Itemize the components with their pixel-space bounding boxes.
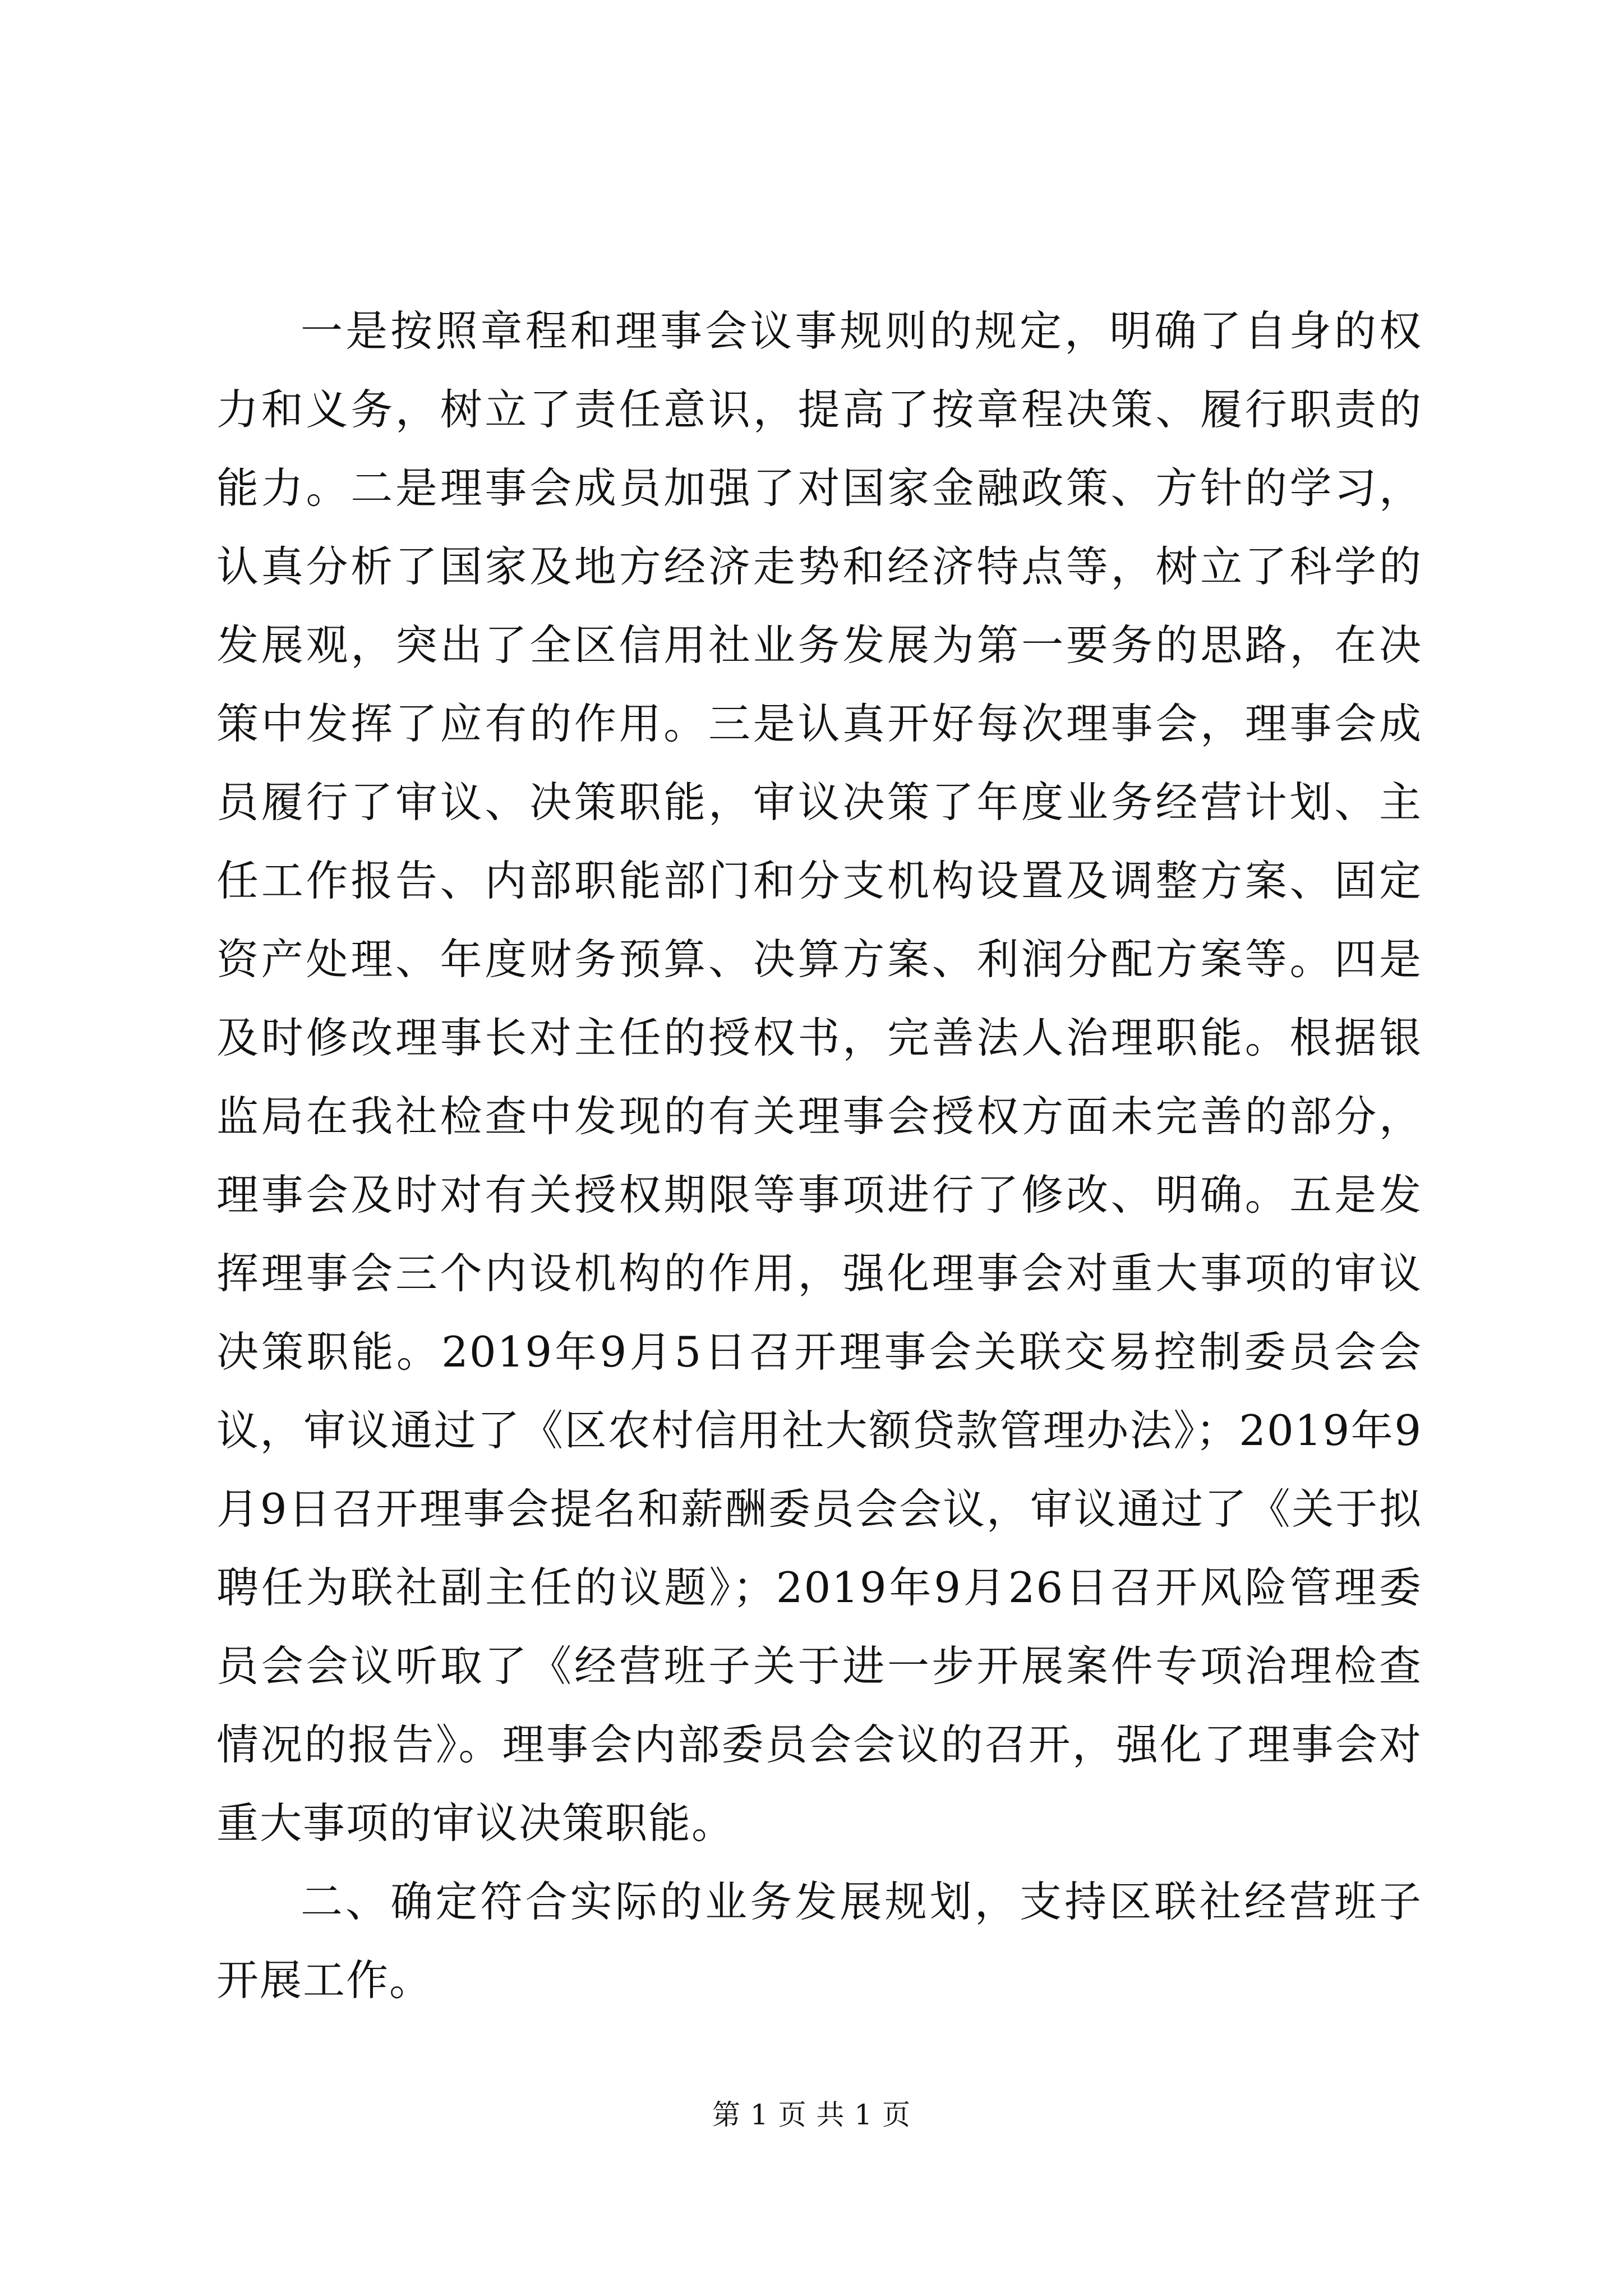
paragraph-2: 二、确定符合实际的业务发展规划，支持区联社经营班子开展工作。 [216, 1877, 1422, 2005]
paragraph-1: 一是按照章程和理事会议事规则的规定，明确了自身的权力和义务，树立了责任意识，提高了按章程决策、履行职责的能力。二是理事会成员加强了对国家金融政策、方针的学习，认真分析了国家及地方经济走势和经济特点等，树立了科学的发展观，突出了全区信用社业务发展为第一要务的思路，在决策中发挥了应有的作用。三是认真开好每次理事会，理事会成员履行了审议、决策职能，审议决策了年度业务经营计划、主任工作报告、内部职能部门和分支机构设置及调整方案、固定资产处理、年度财务预算、决算方案、利润分配方案等。四是及时修改理事长对主任的授权书，完善法人治理职能。根据银监局在我社检查中发现的有关理事会授权方面未完善的部分，理事会及时对有关授权期限等事项进行了修改、明确。五是发挥理事会三个内设机构的作用，强化理事会对重大事项的审议决策职能。2019年9月5日召开理事会关联交易控制委员会会议，审议通过了《区农村信用社大额贷款管理办法》；2019年9月9日召开理事会提名和薪酬委员会会议，审议通过了《关于拟聘任为联社副主任的议题》；2019年9月26日召开风险管理委员会会议听取了《经营班子关于进一步开展案件专项治理检查情况的报告》。理事会内部委员会会议的召开，强化了理事会对重大事项的审议决策职能。 [216, 306, 1422, 1848]
page-footer: 第 1 页 共 1 页 [712, 2099, 911, 2131]
document-body [216, 292, 1422, 2019]
